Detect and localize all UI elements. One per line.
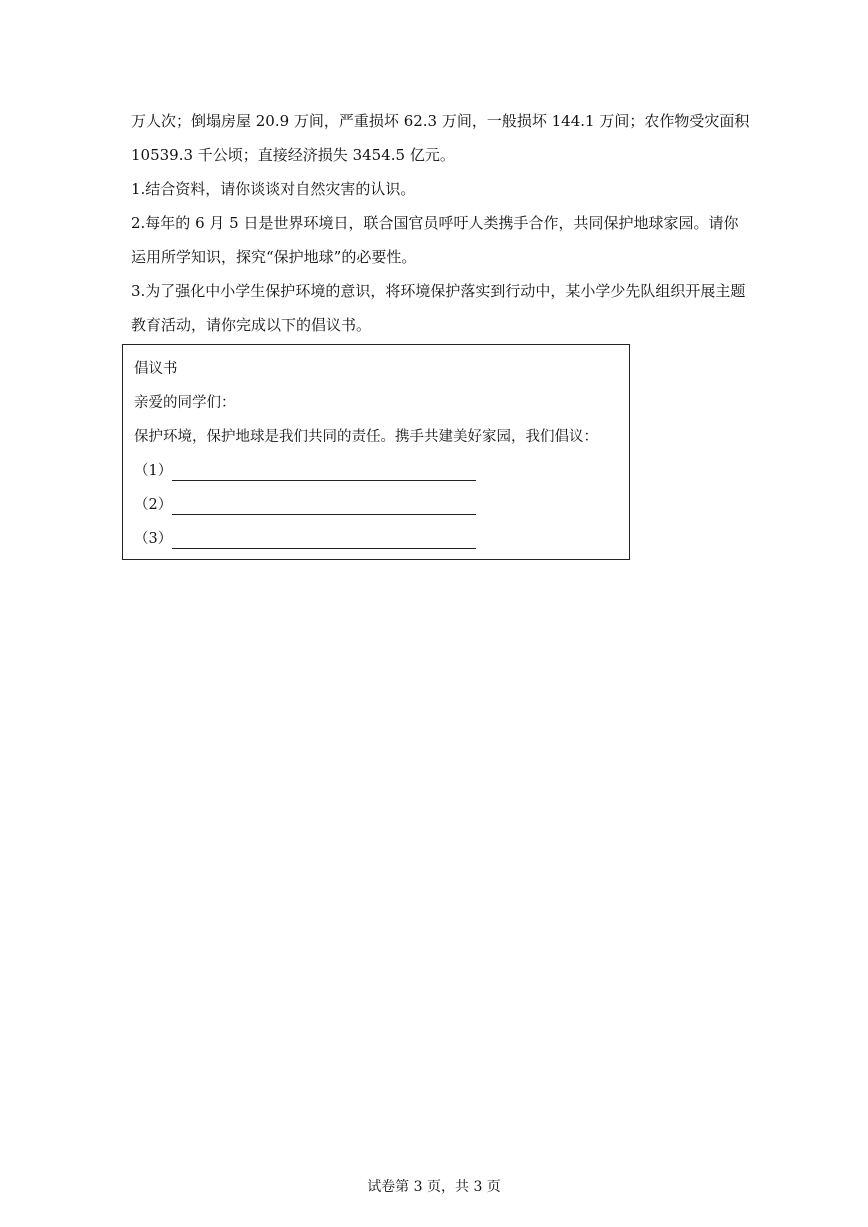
proposal-greeting: 亲爱的同学们： bbox=[134, 395, 236, 411]
answer-line-2[interactable] bbox=[172, 498, 476, 515]
question-2: 2.每年的 6 月 5 日是世界环境日，联合国官员呼吁人类携手合作，共同保护地球家园。请你运用所学知识，探究“保护地球”的必要性。 bbox=[131, 214, 739, 266]
proposal-body: 保护环境，保护地球是我们共同的责任。携手共建美好家园，我们倡议： bbox=[134, 429, 598, 445]
proposal-title: 倡议书 bbox=[134, 361, 178, 377]
question-3: 3.为了强化中小学生保护环境的意识，将环境保护落实到行动中，某小学少先队组织开展主题教育活动，请你完成以下的倡议书。 bbox=[131, 282, 746, 334]
proposal-blank-3 bbox=[134, 529, 476, 551]
page-footer: 试卷第 3 页，共 3 页 bbox=[367, 1179, 501, 1195]
blank-number: （1） bbox=[134, 463, 173, 479]
data-paragraph: 万人次；倒塌房屋 20.9 万间，严重损坏 62.3 万间，一般损坏 144.1 万间；农作物受灾面积 10539.3 千公顷；直接经济损失 3454.5 亿元。 bbox=[131, 112, 750, 164]
answer-line-1[interactable] bbox=[172, 464, 476, 481]
proposal-blank-2 bbox=[134, 495, 476, 517]
blank-number: （2） bbox=[134, 497, 173, 513]
proposal-box bbox=[122, 344, 630, 560]
proposal-blank-1 bbox=[134, 461, 476, 483]
answer-line-3[interactable] bbox=[172, 532, 476, 549]
blank-number: （3） bbox=[134, 531, 173, 547]
question-1: 1.结合资料，请你谈谈对自然灾害的认识。 bbox=[131, 180, 416, 198]
